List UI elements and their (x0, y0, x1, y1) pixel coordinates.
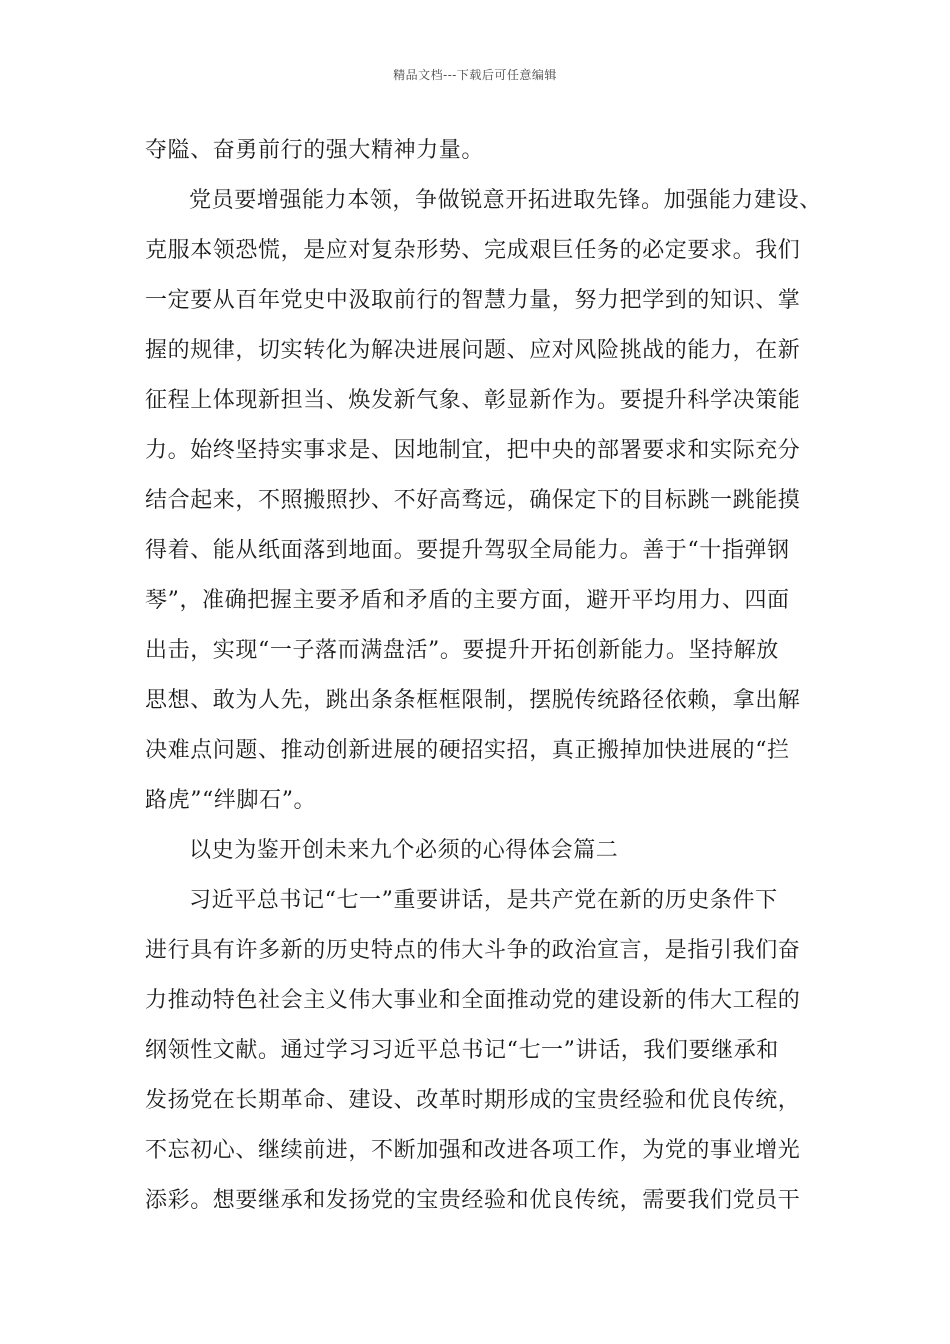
section-heading: 以史为鉴开创未来九个必须的心得体会篇二 (189, 838, 619, 863)
text-line: 得着、能从纸面落到地面。要提升驾驭全局能力。善于“十指弹钢 (145, 538, 790, 563)
text-line: 握的规律，切实转化为解决进展问题、应对风险挑战的能力，在新 (145, 338, 801, 363)
text-line: 力推动特色社会主义伟大事业和全面推动党的建设新的伟大工程的 (145, 988, 801, 1013)
text-line: 决难点问题、推动创新进展的硬招实招，真正搬掉加快进展的“拦 (145, 738, 790, 763)
text-line: 不忘初心、继续前进，不断加强和改进各项工作，为党的事业增光 (145, 1138, 801, 1163)
text-line: 出击，实现“一子落而满盘活”。要提升开拓创新能力。坚持解放 (145, 638, 779, 663)
text-line: 路虎”“绊脚石”。 (145, 788, 317, 813)
text-line: 克服本领恐慌，是应对复杂形势、完成艰巨任务的必定要求。我们 (145, 238, 801, 263)
text-line: 夺隘、奋勇前行的强大精神力量。 (145, 138, 485, 163)
text-line: 力。始终坚持实事求是、因地制宜，把中央的部署要求和实际充分 (145, 438, 801, 463)
text-line: 结合起来，不照搬照抄、不好高骛远，确保定下的目标跳一跳能摸 (145, 488, 801, 513)
text-line: 添彩。想要继承和发扬党的宝贵经验和优良传统，需要我们党员干 (145, 1188, 801, 1213)
text-line: 征程上体现新担当、焕发新气象、彰显新作为。要提升科学决策能 (145, 388, 801, 413)
text-line: 琴”，准确把握主要矛盾和矛盾的主要方面，避开平均用力、四面 (145, 588, 790, 613)
text-line: 思想、敢为人先，跳出条条框框限制，摆脱传统路径依赖，拿出解 (145, 688, 801, 713)
text-line: 发扬党在长期革命、建设、改革时期形成的宝贵经验和优良传统， (145, 1088, 801, 1113)
text-line: 进行具有许多新的历史特点的伟大斗争的政治宣言，是指引我们奋 (145, 938, 801, 963)
paragraph-first-line: 党员要增强能力本领，争做锐意开拓进取先锋。加强能力建设、 (189, 188, 822, 213)
paragraph-first-line: 习近平总书记“七一”重要讲话，是共产党在新的历史条件下 (189, 888, 778, 913)
text-line: 纲领性文献。通过学习习近平总书记“七一”讲话，我们要继承和 (145, 1038, 779, 1063)
text-line: 一定要从百年党史中汲取前行的智慧力量，努力把学到的知识、掌 (145, 288, 801, 313)
page-header: 精品文档---下载后可任意编辑 (393, 68, 557, 82)
